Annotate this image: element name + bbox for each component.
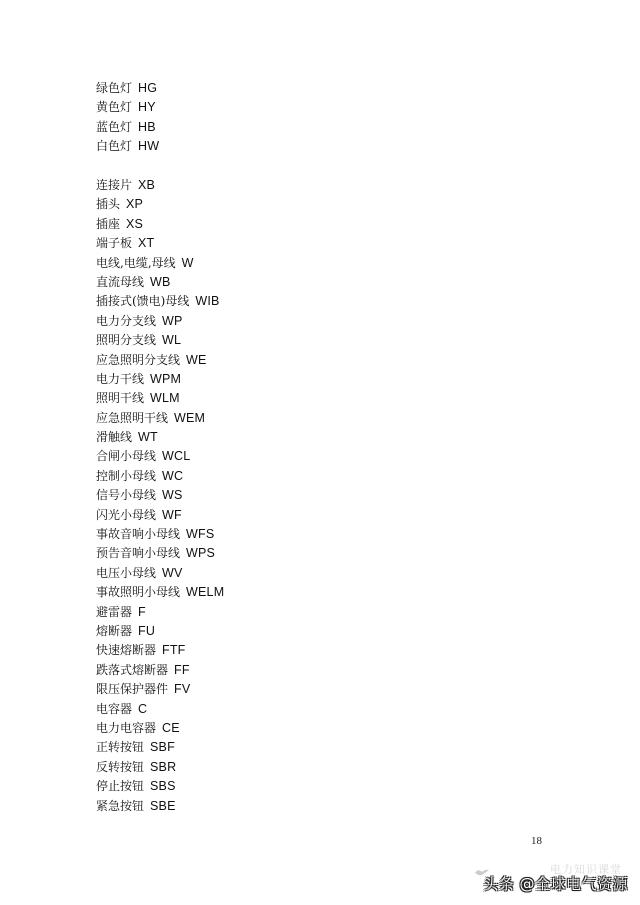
symbol-term: 闪光小母线: [96, 507, 157, 522]
symbol-term: 信号小母线: [96, 488, 157, 503]
symbol-term: 应急照明分支线: [96, 352, 181, 367]
symbol-code: FF: [174, 662, 190, 677]
symbol-entry: [96, 408, 224, 427]
symbol-code: WP: [162, 313, 183, 328]
symbol-entry: [96, 330, 224, 349]
symbol-code: SBF: [150, 740, 175, 755]
symbol-code: WV: [162, 565, 183, 580]
symbol-entry: [96, 427, 224, 446]
symbol-term: 正转按钮: [96, 740, 145, 755]
symbol-term: 电力干线: [96, 371, 145, 386]
symbol-code: W: [181, 255, 194, 270]
symbol-entry: [96, 78, 159, 97]
symbol-term: 照明干线: [96, 391, 145, 406]
symbol-entry: [96, 796, 224, 815]
watermark-faint-text: 电力知识课堂: [550, 863, 622, 876]
symbol-entry: [96, 679, 224, 698]
symbol-term: 电力分支线: [96, 313, 157, 328]
symbol-term: 预告音响小母线: [96, 546, 181, 561]
symbol-term: 电力电容器: [96, 720, 157, 735]
symbol-list-lights: [96, 78, 159, 156]
symbol-term: 控制小母线: [96, 468, 157, 483]
symbol-entry: [96, 291, 224, 310]
symbol-term: 插座: [96, 216, 121, 231]
symbol-entry: [96, 253, 224, 272]
page-number: 18: [531, 835, 542, 847]
symbol-term: 事故照明小母线: [96, 585, 181, 600]
symbol-entry: [96, 117, 159, 136]
watermark: [483, 869, 628, 897]
symbol-code: XS: [126, 216, 144, 231]
symbol-entry: [96, 640, 224, 659]
symbol-term: 电压小母线: [96, 565, 157, 580]
symbol-list-components: [96, 175, 224, 815]
symbol-term: 黄色灯: [96, 100, 133, 115]
symbol-term: 避雷器: [96, 604, 133, 619]
symbol-term: 停止按钮: [96, 779, 145, 794]
symbol-code: WELM: [186, 585, 225, 600]
symbol-entry: [96, 233, 224, 252]
symbol-code: HG: [138, 81, 158, 95]
symbol-code: F: [138, 604, 146, 619]
symbol-code: FTF: [162, 643, 186, 658]
symbol-term: 白色灯: [96, 139, 133, 154]
symbol-code: WE: [186, 352, 207, 367]
symbol-term: 直流母线: [96, 274, 145, 289]
symbol-entry: [96, 388, 224, 407]
symbol-code: SBS: [150, 779, 176, 794]
symbol-code: C: [138, 701, 148, 716]
symbol-code: WT: [138, 430, 158, 445]
symbol-entry: [96, 97, 159, 116]
symbol-term: 蓝色灯: [96, 119, 133, 134]
symbol-term: 端子板: [96, 236, 133, 251]
symbol-term: 反转按钮: [96, 759, 145, 774]
symbol-entry: [96, 485, 224, 504]
symbol-code: FU: [138, 623, 156, 638]
symbol-term: 照明分支线: [96, 333, 157, 348]
symbol-entry: [96, 699, 224, 718]
symbol-entry: [96, 214, 224, 233]
symbol-code: WPS: [186, 546, 216, 561]
symbol-code: WPM: [150, 371, 182, 386]
symbol-code: SBR: [150, 759, 177, 774]
symbol-entry: [96, 369, 224, 388]
symbol-entry: [96, 737, 224, 756]
symbol-entry: [96, 582, 224, 601]
symbol-entry: [96, 505, 224, 524]
symbol-term: 插接式(馈电)母线: [96, 294, 190, 309]
symbol-entry: [96, 272, 224, 291]
symbol-term: 合闸小母线: [96, 449, 157, 464]
symbol-code: WC: [162, 468, 184, 483]
symbol-term: 滑触线: [96, 430, 133, 445]
symbol-term: 电容器: [96, 701, 133, 716]
symbol-entry: [96, 718, 224, 737]
symbol-code: WF: [162, 507, 182, 522]
symbol-code: HB: [138, 119, 156, 134]
symbol-code: XB: [138, 178, 156, 192]
symbol-code: WCL: [162, 449, 191, 464]
symbol-code: WB: [150, 274, 171, 289]
symbol-term: 限压保护器件: [96, 682, 169, 697]
symbol-code: CE: [162, 720, 180, 735]
symbol-code: SBE: [150, 798, 176, 813]
symbol-entry: [96, 543, 224, 562]
symbol-term: 电线,电缆,母线: [96, 255, 176, 270]
watermark-text: 头条 @全球电气资源: [483, 874, 628, 893]
symbol-entry: [96, 776, 224, 795]
symbol-code: FV: [174, 682, 191, 697]
symbol-code: WLM: [150, 391, 180, 406]
symbol-term: 熔断器: [96, 623, 133, 638]
symbol-code: WEM: [174, 410, 206, 425]
symbol-entry: [96, 621, 224, 640]
symbol-term: 紧急按钮: [96, 798, 145, 813]
symbol-entry: [96, 757, 224, 776]
symbol-code: HY: [138, 100, 156, 115]
symbol-code: XP: [126, 197, 144, 212]
symbol-term: 绿色灯: [96, 81, 133, 95]
symbol-entry: [96, 194, 224, 213]
symbol-code: WIB: [195, 294, 220, 309]
symbol-entry: [96, 602, 224, 621]
symbol-code: HW: [138, 139, 160, 154]
symbol-entry: [96, 350, 224, 369]
symbol-entry: [96, 524, 224, 543]
symbol-entry: [96, 311, 224, 330]
symbol-term: 快速熔断器: [96, 643, 157, 658]
symbol-term: 插头: [96, 197, 121, 212]
symbol-entry: [96, 660, 224, 679]
symbol-code: XT: [138, 236, 155, 251]
symbol-entry: [96, 175, 224, 194]
symbol-entry: [96, 563, 224, 582]
symbol-term: 跌落式熔断器: [96, 662, 169, 677]
symbol-code: WL: [162, 333, 182, 348]
symbol-term: 连接片: [96, 178, 133, 192]
symbol-entry: [96, 466, 224, 485]
symbol-term: 事故音响小母线: [96, 527, 181, 542]
symbol-code: WS: [162, 488, 183, 503]
symbol-entry: [96, 136, 159, 155]
symbol-entry: [96, 446, 224, 465]
symbol-code: WFS: [186, 527, 215, 542]
symbol-term: 应急照明干线: [96, 410, 169, 425]
